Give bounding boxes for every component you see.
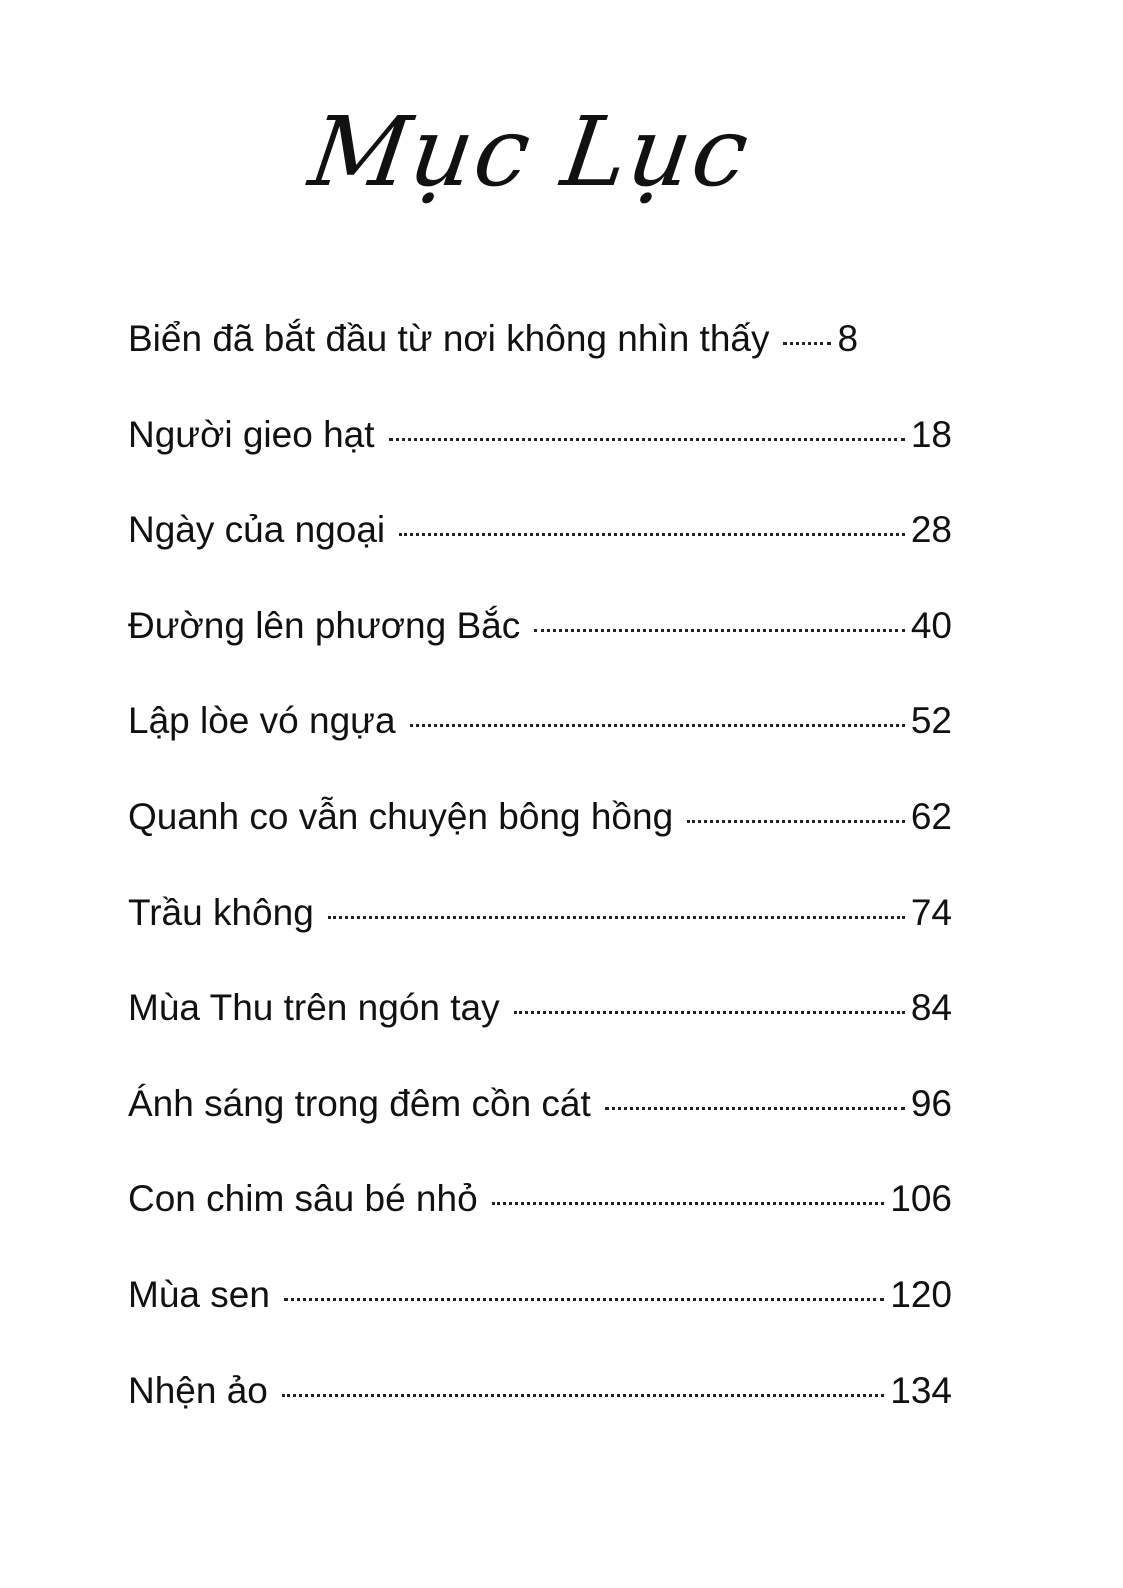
- toc-entry-page: 8: [837, 318, 859, 359]
- toc-entry[interactable]: [128, 892, 952, 988]
- toc-entry-page: 120: [890, 1273, 952, 1315]
- toc-entry-title: Lập lòe vó ngựa: [128, 700, 396, 742]
- toc-entry-title: Ánh sáng trong đêm cồn cát: [128, 1082, 591, 1124]
- toc-entry-page: 40: [910, 604, 952, 646]
- toc-dot-leader: [534, 629, 905, 632]
- toc-entry[interactable]: [128, 700, 952, 796]
- page-title: Mục Lục: [303, 96, 757, 208]
- toc-dot-leader: [492, 1202, 885, 1205]
- toc-dot-leader: [282, 1394, 884, 1397]
- toc-entry-page: 74: [910, 891, 952, 933]
- toc-entry[interactable]: [128, 318, 952, 414]
- toc-entry-page: 96: [910, 1082, 952, 1124]
- toc-dot-leader: [514, 1011, 905, 1014]
- toc-entry-page: 28: [910, 509, 952, 551]
- toc-entry[interactable]: [128, 414, 952, 510]
- toc-entry-title: Mùa Thu trên ngón tay: [128, 987, 500, 1029]
- toc-entry-title: Ngày của ngoại: [128, 509, 386, 551]
- toc-entry[interactable]: [128, 796, 952, 892]
- toc-entry-title: Biển đã bắt đầu từ nơi không nhìn thấy: [128, 318, 770, 359]
- toc-entry[interactable]: [128, 987, 952, 1083]
- toc-entry-title: Con chim sâu bé nhỏ: [128, 1178, 478, 1220]
- toc-dot-leader: [328, 916, 905, 919]
- toc-entry-title: Người gieo hạt: [128, 413, 375, 455]
- toc-dot-leader: [687, 820, 905, 823]
- toc-dot-leader: [410, 724, 905, 727]
- toc-dot-leader: [783, 342, 831, 345]
- toc-entry-page: 18: [910, 413, 952, 455]
- toc-entry[interactable]: [128, 509, 952, 605]
- toc-entry[interactable]: [128, 1083, 952, 1179]
- toc-entry-page: 62: [910, 795, 952, 837]
- toc-entry-title: Trầu không: [128, 891, 314, 933]
- toc-entry[interactable]: [128, 1370, 952, 1466]
- toc-dot-leader: [399, 533, 905, 536]
- toc-dot-leader: [284, 1298, 884, 1301]
- toc-entry-page: 84: [910, 987, 952, 1029]
- toc-entry-title: Đường lên phương Bắc: [128, 604, 521, 646]
- toc-entry[interactable]: [128, 1178, 952, 1274]
- toc-dot-leader: [605, 1107, 905, 1110]
- table-of-contents: [128, 318, 952, 1465]
- toc-entry-page: 134: [890, 1369, 952, 1411]
- toc-entry-title: Mùa sen: [128, 1273, 270, 1315]
- toc-entry-title: Quanh co vẫn chuyện bông hồng: [128, 795, 674, 837]
- toc-dot-leader: [389, 438, 905, 441]
- toc-entry[interactable]: [128, 605, 952, 701]
- toc-entry-page: 52: [910, 700, 952, 742]
- toc-entry-title: Nhện ảo: [128, 1369, 268, 1411]
- toc-entry[interactable]: [128, 1274, 952, 1370]
- toc-entry-page: 106: [890, 1178, 952, 1220]
